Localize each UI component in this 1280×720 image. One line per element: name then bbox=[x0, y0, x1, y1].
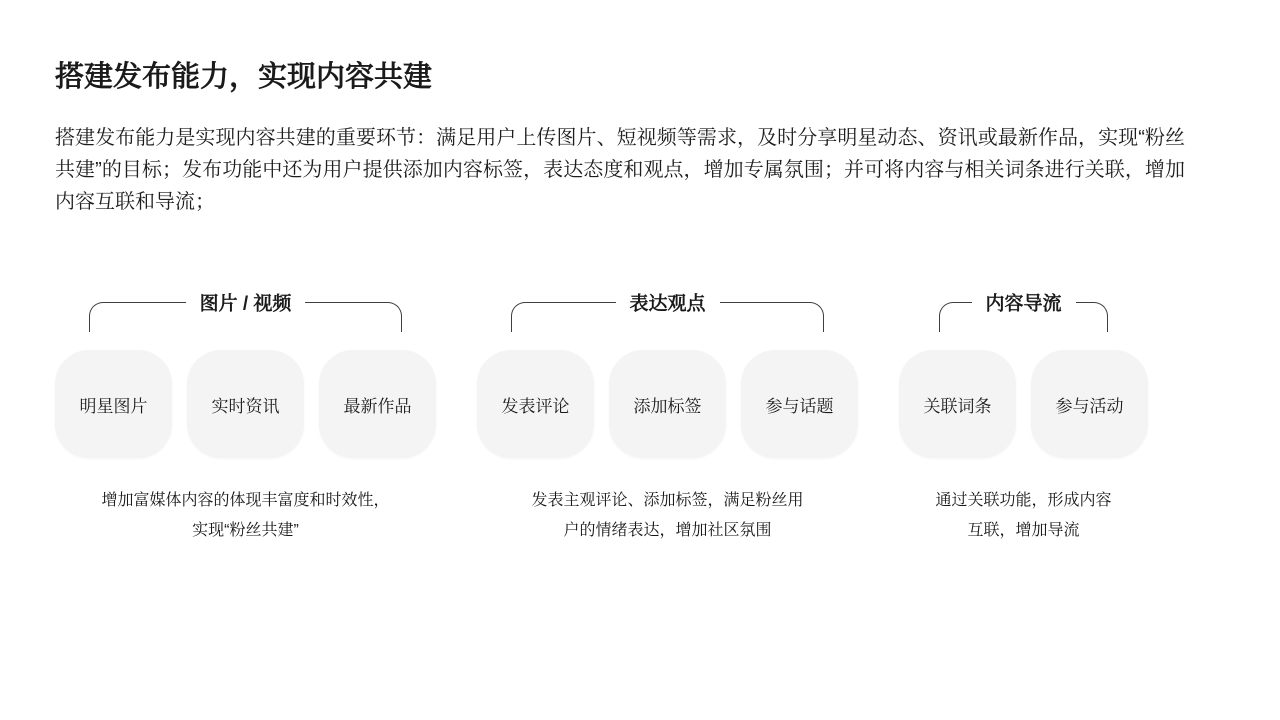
group-header bbox=[55, 293, 436, 332]
group-title: 表达观点 bbox=[615, 289, 719, 316]
feature-card: 关联词条 bbox=[899, 350, 1016, 458]
feature-card: 明星图片 bbox=[55, 350, 172, 458]
feature-card: 实时资讯 bbox=[187, 350, 304, 458]
group-express-opinions bbox=[477, 293, 858, 546]
slide bbox=[0, 58, 1280, 546]
card-row bbox=[55, 350, 436, 458]
group-title: 内容导流 bbox=[971, 289, 1075, 316]
group-images-videos bbox=[55, 293, 436, 546]
description-paragraph: 搭建发布能力是实现内容共建的重要环节：满足用户上传图片、短视频等需求，及时分享明星动态、资讯或最新作品，实现“粉丝共建”的目标；发布功能中还为用户提供添加内容标签，表达态度和观点，增加专属氛围；并可将内容与相关词条进行关联，增加内容互联和导流； bbox=[55, 127, 1185, 213]
caption-line: 互联，增加导流 bbox=[967, 522, 1080, 539]
feature-card: 发表评论 bbox=[477, 350, 594, 458]
caption-line: 户的情绪表达，增加社区氛围 bbox=[563, 522, 772, 539]
feature-card: 添加标签 bbox=[609, 350, 726, 458]
caption-line: 发表主观评论、添加标签，满足粉丝用 bbox=[531, 492, 804, 509]
group-header bbox=[477, 293, 858, 332]
page-title: 搭建发布能力，实现内容共建 bbox=[55, 61, 433, 93]
group-content-diversion bbox=[899, 293, 1148, 546]
caption-line: 通过关联功能，形成内容 bbox=[935, 492, 1112, 509]
card-row bbox=[477, 350, 858, 458]
feature-card: 参与话题 bbox=[741, 350, 858, 458]
group-caption bbox=[55, 486, 436, 546]
feature-card: 参与活动 bbox=[1031, 350, 1148, 458]
group-title: 图片 / 视频 bbox=[186, 289, 306, 316]
group-header bbox=[899, 293, 1148, 332]
caption-line: 实现“粉丝共建” bbox=[192, 522, 299, 539]
feature-card: 最新作品 bbox=[319, 350, 436, 458]
caption-line: 增加富媒体内容的体现丰富度和时效性， bbox=[101, 492, 390, 509]
card-row bbox=[899, 350, 1148, 458]
group-caption bbox=[477, 486, 858, 546]
feature-groups bbox=[55, 293, 1225, 546]
group-caption bbox=[899, 486, 1148, 546]
